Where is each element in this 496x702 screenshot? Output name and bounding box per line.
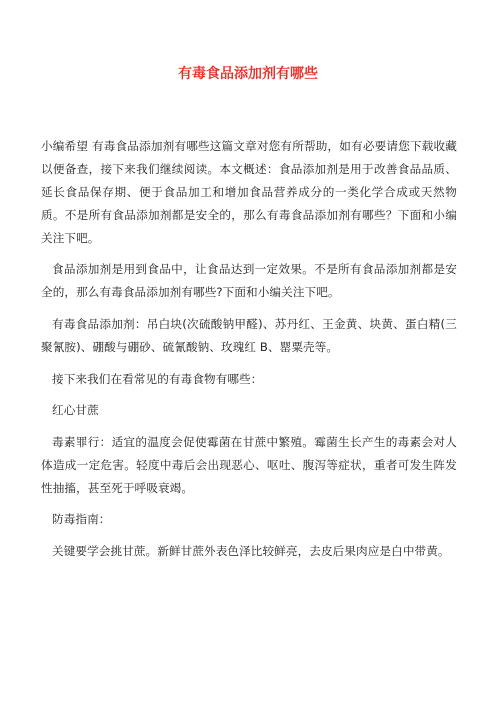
paragraph-toxic-additive-list: 有毒食品添加剂：吊白块(次硫酸钠甲醛)、苏丹红、王金黄、块黄、蛋白精(三聚氰胺)、硼酸与硼砂、硫氰酸钠、玫瑰红 B、罂粟壳等。 — [41, 316, 457, 354]
paragraph-prevention-tips: 关键要学会挑甘蔗。新鲜甘蔗外表色泽比较鲜亮，去皮后果肉应是白中带黄。 — [52, 544, 450, 559]
section-heading-red-sugarcane: 红心甘蔗 — [52, 403, 99, 418]
section-heading-prevention: 防毒指南： — [52, 512, 111, 527]
paragraph-intro: 小编希望 有毒食品添加剂有哪些这篇文章对您有所帮助，如有必要请您下载收藏以便备查，接下来我们继续阅读。本文概述：食品添加剂是用于改善食品品质、延长食品保存期、便于食品加工和增加食品营养成分的一类化学合成或天然物质。不是所有食品添加剂都是安全的，那么有毒食品添加剂有哪些？下面和小编关注下吧。 — [41, 139, 457, 245]
paragraph-additive-overview: 食品添加剂是用到食品中，让食品达到一定效果。不是所有食品添加剂都是安全的，那么有毒食品添加剂有哪些?下面和小编关注下吧。 — [41, 262, 457, 300]
document-body — [41, 135, 457, 572]
paragraph-toxin-description: 毒素罪行：适宜的温度会促使霉菌在甘蔗中繁殖。霉菌生长产生的毒素会对人体造成一定危害。轻度中毒后会出现恶心、呕吐、腹泻等症状，重者可发生阵发性抽搐，甚至死于呼吸衰竭。 — [41, 434, 457, 495]
paragraph-common-toxic-foods: 接下来我们在看常见的有毒食物有哪些： — [52, 371, 263, 386]
document-title: 有毒食品添加剂有哪些 — [178, 66, 318, 82]
